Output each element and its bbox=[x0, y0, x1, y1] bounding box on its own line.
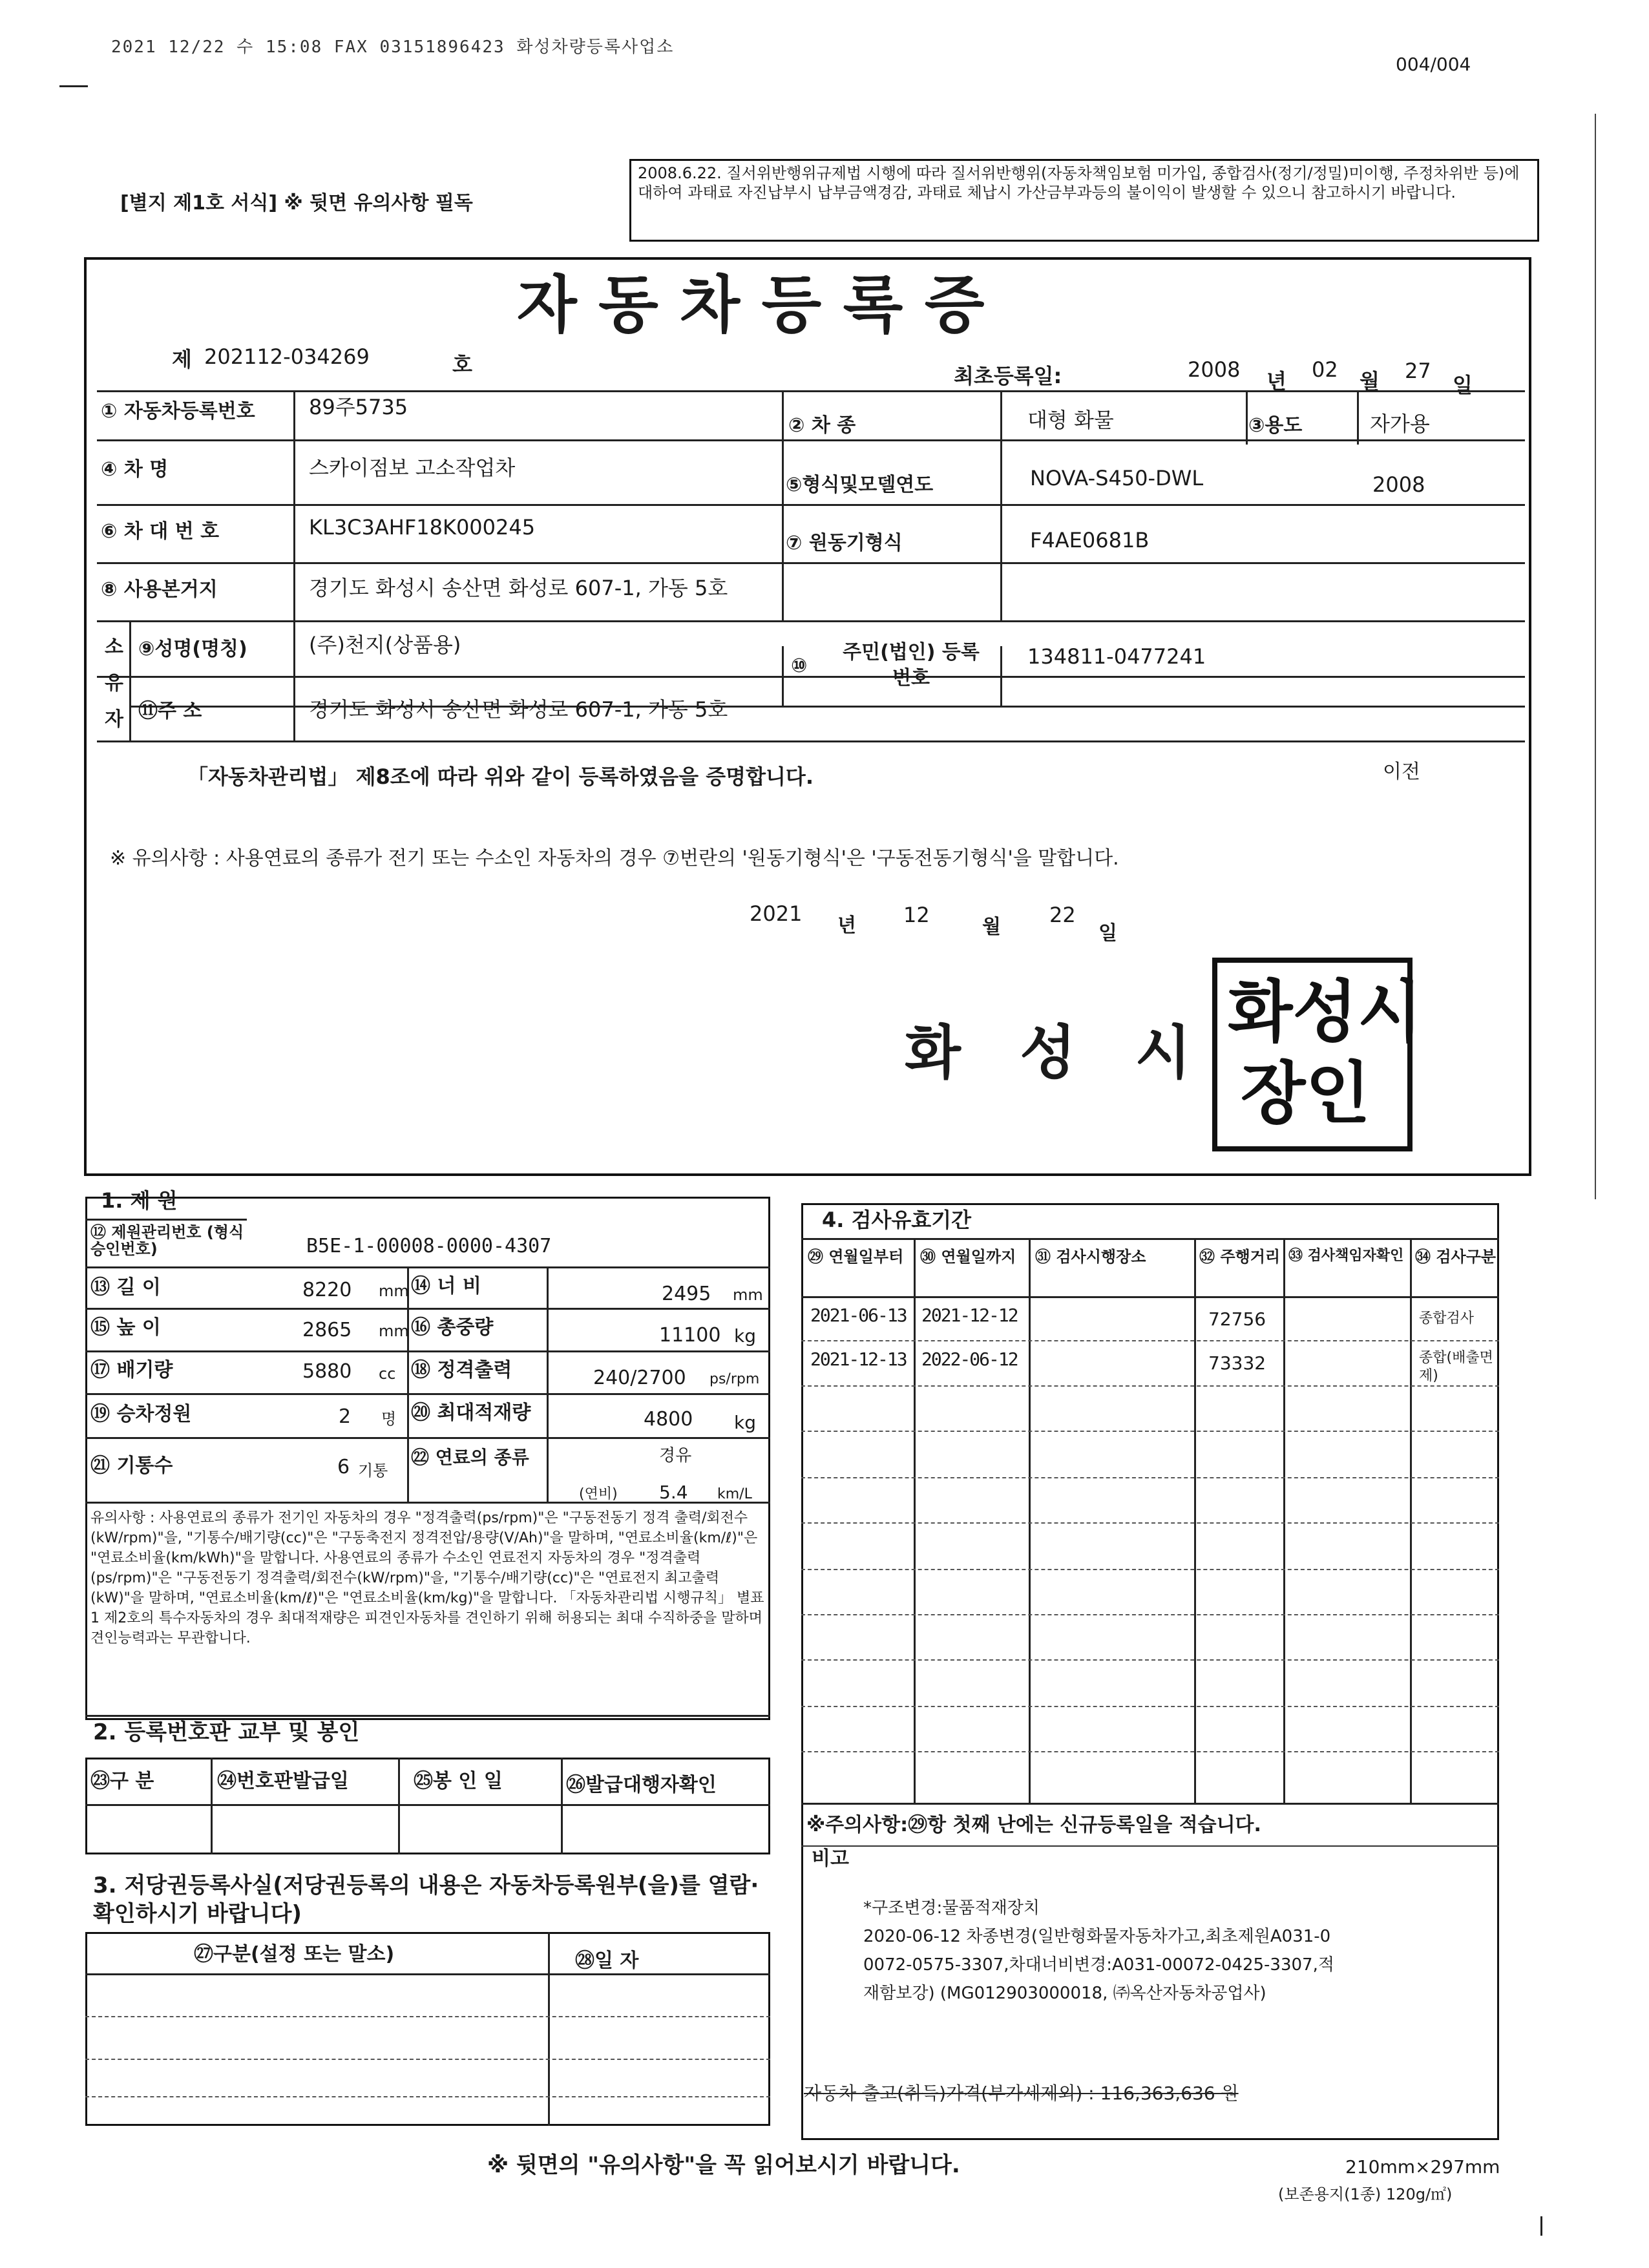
fuel-type-label: ㉒ 연료의 종류 bbox=[411, 1447, 529, 1468]
model-value: NOVA-S450-DWL bbox=[1030, 466, 1204, 490]
grid-line bbox=[1283, 1238, 1285, 1803]
issuer-name: 화 성 시 bbox=[905, 1018, 1211, 1087]
issue-m: 월 bbox=[982, 916, 1001, 938]
grid-line bbox=[801, 1477, 1499, 1478]
first-reg-label: 최초등록일: bbox=[954, 364, 1062, 388]
issue-day: 22 bbox=[1049, 903, 1076, 927]
length-unit: mm bbox=[379, 1282, 409, 1300]
grid-line bbox=[407, 1266, 409, 1502]
seal-text-top: 화성시 bbox=[1228, 972, 1423, 1051]
insp-row-kind: 종합(배출면제) bbox=[1419, 1350, 1493, 1384]
vin-value: KL3C3AHF18K000245 bbox=[309, 515, 536, 540]
vehicle-type-value: 대형 화물 bbox=[1027, 408, 1114, 432]
remarks-line: *구조변경:물품적재장치 bbox=[863, 1898, 1040, 1918]
plate-col-issue-date: ㉔번호판발급일 bbox=[217, 1770, 349, 1792]
margin-mark bbox=[59, 85, 88, 87]
grid-line bbox=[1194, 1238, 1196, 1803]
insp-row-to: 2021-12-12 bbox=[921, 1305, 1018, 1326]
rated-power-value: 240/2700 bbox=[593, 1367, 686, 1389]
remarks-line: 2020-06-12 차종변경(일반형화물자동차가고,최초제원A031-0 bbox=[863, 1927, 1331, 1946]
margin-mark bbox=[1540, 2216, 1542, 2236]
vehicle-name-value: 스카이점보 고소작업차 bbox=[309, 456, 516, 480]
issue-year: 2021 bbox=[750, 901, 803, 926]
seats-unit: 명 bbox=[381, 1410, 397, 1428]
weight-label: ⑯ 총중량 bbox=[411, 1316, 494, 1339]
plate-col-agent-check: ㉖발급대행자확인 bbox=[566, 1774, 717, 1796]
cert-suffix: 호 bbox=[452, 352, 472, 377]
grid-line bbox=[782, 646, 784, 706]
model-year-value: 2008 bbox=[1372, 472, 1425, 497]
margin-line bbox=[1595, 114, 1596, 1199]
grid-line bbox=[782, 390, 784, 620]
grid-line bbox=[561, 1758, 563, 1854]
vehicle-name-label: ④ 차 명 bbox=[101, 458, 169, 481]
efficiency-unit: km/L bbox=[717, 1486, 752, 1502]
issue-d: 일 bbox=[1098, 922, 1117, 945]
grid-line bbox=[1410, 1238, 1412, 1803]
grid-line bbox=[85, 2016, 770, 2017]
grid-line bbox=[129, 620, 131, 740]
owner-name-label: ⑨성명(명칭) bbox=[138, 638, 247, 660]
insp-row-distance: 73332 bbox=[1208, 1352, 1266, 1374]
first-reg-year: 2008 bbox=[1188, 357, 1241, 382]
cylinders-label: ㉑ 기통수 bbox=[90, 1454, 173, 1477]
grid-line bbox=[801, 1296, 1499, 1298]
engine-value: F4AE0681B bbox=[1030, 528, 1150, 552]
width-value: 2495 bbox=[662, 1283, 711, 1305]
efficiency-prefix: (연비) bbox=[579, 1486, 618, 1502]
grid-line bbox=[801, 1385, 1499, 1387]
length-label: ⑬ 길 이 bbox=[90, 1276, 161, 1299]
grid-line bbox=[801, 1706, 1499, 1707]
grid-line bbox=[97, 390, 1525, 392]
document-title: 자 동 차 등 록 증 bbox=[517, 268, 985, 341]
inspection-footnote: ※주의사항:㉙항 첫째 난에는 신규등록일을 적습니다. bbox=[806, 1814, 1261, 1836]
mgmt-no-label: ⑫ 제원관리번호 (형식승인번호) bbox=[90, 1223, 244, 1258]
grid-line bbox=[85, 1350, 770, 1352]
seats-label: ⑲ 승차정원 bbox=[90, 1403, 192, 1425]
remarks-line: 0072-0575-3307,차대너비변경:A031-00072-0425-3307,적 bbox=[863, 1955, 1334, 1975]
grid-line bbox=[801, 1751, 1499, 1752]
vehicle-use-label: ③용도 bbox=[1248, 414, 1303, 437]
base-location-label: ⑧ 사용본거지 bbox=[101, 578, 218, 601]
vehicle-type-label: ② 차 종 bbox=[788, 414, 856, 437]
plate-col-category: ㉓구 분 bbox=[90, 1770, 154, 1792]
grid-line bbox=[85, 1266, 770, 1268]
grid-line bbox=[1246, 390, 1248, 445]
mortgage-heading: 3. 저당권등록사실(저당권등록의 내용은 자동차등록원부(을)를 열람·확인하시기 바랍니다) bbox=[93, 1873, 759, 1927]
grid-line bbox=[97, 676, 1525, 678]
first-reg-month: 02 bbox=[1312, 357, 1338, 382]
insp-col-from: ㉙ 연월일부터 bbox=[808, 1248, 904, 1266]
width-label: ⑭ 너 비 bbox=[411, 1275, 481, 1297]
grid-line bbox=[97, 620, 1525, 622]
notice-box bbox=[629, 159, 1539, 242]
displacement-value: 5880 bbox=[302, 1360, 352, 1383]
grid-line bbox=[85, 1715, 770, 1717]
weight-value: 11100 bbox=[659, 1324, 721, 1347]
insp-col-inspector: ㉝ 검사책임자확인 bbox=[1288, 1248, 1404, 1264]
remarks-line: 재함보강) (MG012903000018, ㈜옥산자동차공업사) bbox=[863, 1984, 1266, 2003]
owner-side-label: 소 유 자 bbox=[105, 636, 123, 731]
engine-label: ⑦ 원동기형식 bbox=[786, 532, 903, 554]
grid-line bbox=[801, 1431, 1499, 1432]
grid-line bbox=[1000, 390, 1002, 620]
grid-line bbox=[801, 1803, 1499, 1805]
owner-name-value: (주)천지(상품용) bbox=[309, 633, 461, 657]
grid-line bbox=[398, 1758, 400, 1854]
mgmt-no-value: B5E-1-00008-0000-4307 bbox=[306, 1235, 552, 1257]
plate-col-seal-date: ㉕봉 인 일 bbox=[414, 1770, 503, 1792]
grid-line bbox=[85, 1973, 770, 1975]
transfer-mark: 이전 bbox=[1383, 761, 1420, 783]
grid-line bbox=[801, 1522, 1499, 1524]
acquisition-price: 자동차 출고(취득)가격(부가세제외) : 116,363,636 원 bbox=[804, 2083, 1239, 2104]
fax-page-number: 004/004 bbox=[1396, 54, 1471, 75]
grid-line bbox=[85, 2059, 770, 2060]
max-load-label: ⑳ 최대적재량 bbox=[411, 1402, 531, 1424]
grid-line bbox=[1029, 1238, 1031, 1803]
owner-address-value: 경기도 화성시 송산면 화성로 607-1, 가동 5호 bbox=[309, 697, 728, 722]
notice-text: 2008.6.22. 질서위반행위규제법 시행에 따라 질서위반행위(자동차책임보험 미가입, 종합검사(정기/정밀)미이행, 주정차위반 등)에 대하여 과태료 자진납부시 납부금액경감, 과태료 체납시 가산금부과등의 불이익이 발생할 수 있으니 참고하시기 바랍니다. bbox=[638, 164, 1520, 202]
weight-unit: kg bbox=[734, 1325, 756, 1347]
grid-line bbox=[85, 1219, 247, 1221]
vehicle-use-value: 자가용 bbox=[1370, 412, 1430, 436]
grid-line bbox=[801, 1845, 1499, 1847]
insp-row-distance: 72756 bbox=[1208, 1308, 1266, 1330]
grid-line bbox=[801, 1614, 1499, 1615]
grid-line bbox=[85, 1308, 770, 1310]
height-label: ⑮ 높 이 bbox=[90, 1316, 161, 1339]
grid-line bbox=[85, 1393, 770, 1395]
mortgage-col-date: ㉘일 자 bbox=[575, 1949, 639, 1972]
grid-line bbox=[211, 1758, 213, 1854]
seal-text-bottom: 장인 bbox=[1241, 1054, 1371, 1133]
cert-number: 202112-034269 bbox=[204, 344, 370, 369]
reg-no-value: 89주5735 bbox=[309, 395, 408, 419]
grid-line bbox=[1000, 646, 1002, 706]
cert-prefix: 제 bbox=[172, 347, 192, 372]
spec-note: 유의사항 : 사용연료의 종류가 전기인 자동차의 경우 "정격출력(ps/rpm)"은 "구동전동기 정격 출력/회전수(kW/rpm)"을, "기통수/배기량(cc)"은 "구동축전지 정격전압/용량(V/Ah)"을 말하며, "연료소비율(km/ℓ)"은 "연료소비율(km/kWh)"을 말합니다. 사용연료의 종류가 수소인 연료전지 자동차의 경우 "정격출력(ps/rpm)"은 "구동전동기 정격출력/회전수(kW/rpm)"을, "기통수/배기량(cc)"은 "연료전지 최고출력(kW)"을 말하며, "연료소비율(km/ℓ)"은 "연료소비율(km/kg)"을 말합니다. 「자동차관리법 시행규칙」 별표 1 제2호의 특수자동차의 경우 최대적재량은 피견인자동차를 견인하기 위해 허용되는 최대 수직하중을 말하며 견인능력과는 무관합니다. bbox=[90, 1510, 764, 1646]
grid-line bbox=[85, 1437, 770, 1439]
paper-size: 210mm×297mm bbox=[1345, 2156, 1500, 2178]
spec-heading: 1. 제 원 bbox=[101, 1188, 178, 1213]
owner-id-circle: ⑩ bbox=[791, 655, 808, 677]
base-location-value: 경기도 화성시 송산면 화성로 607-1, 가동 5호 bbox=[309, 576, 728, 600]
plate-heading: 2. 등록번호판 교부 및 봉인 bbox=[93, 1719, 360, 1745]
height-unit: mm bbox=[379, 1322, 409, 1340]
rated-power-label: ⑱ 정격출력 bbox=[411, 1359, 512, 1381]
insp-row-from: 2021-06-13 bbox=[810, 1305, 907, 1326]
insp-row-kind: 종합검사 bbox=[1419, 1310, 1475, 1327]
form-label: [별지 제1호 서식] ※ 뒷면 유의사항 필독 bbox=[120, 192, 473, 215]
issue-y: 년 bbox=[837, 914, 856, 937]
max-load-value: 4800 bbox=[644, 1408, 693, 1431]
seats-value: 2 bbox=[339, 1405, 352, 1428]
insp-col-place: ㉛ 검사시행장소 bbox=[1035, 1248, 1146, 1266]
model-label: ⑤형식및모델연도 bbox=[786, 474, 934, 496]
owner-id-label: 주민(법인) 등록번호 bbox=[843, 641, 980, 689]
grid-line bbox=[547, 1266, 549, 1502]
height-value: 2865 bbox=[302, 1319, 352, 1341]
mortgage-col-type: ㉗구분(설정 또는 말소) bbox=[194, 1943, 395, 1966]
caution-statement: ※ 유의사항 : 사용연료의 종류가 전기 또는 수소인 자동차의 경우 ⑦번란의 '원동기형식'은 '구동전동기형식'을 말합니다. bbox=[110, 847, 1119, 870]
width-unit: mm bbox=[733, 1286, 763, 1304]
cylinders-unit: 기통 bbox=[358, 1462, 388, 1480]
owner-address-label: ⑪주 소 bbox=[138, 700, 202, 722]
fax-header: 2021 12/22 수 15:08 FAX 03151896423 화성차량등록사업소 bbox=[111, 37, 675, 57]
grid-line bbox=[85, 1804, 770, 1806]
insp-row-from: 2021-12-13 bbox=[810, 1349, 907, 1370]
first-reg-day: 27 bbox=[1405, 359, 1431, 383]
grid-line bbox=[97, 439, 1525, 441]
grid-line bbox=[801, 1340, 1499, 1341]
grid-line bbox=[97, 562, 1525, 564]
insp-col-distance: ㉜ 주행거리 bbox=[1199, 1248, 1281, 1266]
grid-line bbox=[97, 504, 1525, 506]
grid-line bbox=[914, 1238, 916, 1803]
cylinders-value: 6 bbox=[337, 1456, 350, 1478]
rated-power-unit: ps/rpm bbox=[709, 1371, 760, 1387]
insp-col-kind: ㉞ 검사구분 bbox=[1415, 1248, 1497, 1266]
efficiency-value: 5.4 bbox=[659, 1482, 688, 1503]
grid-line bbox=[1357, 390, 1359, 445]
grid-line bbox=[293, 390, 295, 740]
reg-no-label: ① 자동차등록번호 bbox=[101, 400, 255, 423]
max-load-unit: kg bbox=[734, 1412, 756, 1433]
remarks-label: 비고 bbox=[812, 1847, 849, 1870]
footer-notice: ※ 뒷면의 "유의사항"을 꼭 읽어보시기 바랍니다. bbox=[487, 2152, 960, 2178]
vin-label: ⑥ 차 대 번 호 bbox=[101, 520, 220, 543]
grid-line bbox=[85, 2096, 770, 2097]
grid-line bbox=[801, 1238, 1499, 1240]
displacement-label: ⑰ 배기량 bbox=[90, 1359, 173, 1381]
length-value: 8220 bbox=[302, 1279, 352, 1301]
owner-id-value: 134811-0477241 bbox=[1027, 644, 1206, 669]
grid-line bbox=[97, 740, 1525, 742]
inspection-heading: 4. 검사유효기간 bbox=[822, 1208, 972, 1232]
grid-line bbox=[801, 1659, 1499, 1661]
first-reg-y: 년 bbox=[1266, 369, 1287, 394]
first-reg-d: 일 bbox=[1453, 373, 1473, 397]
certify-statement: 「자동차관리법」 제8조에 따라 위와 같이 등록하였음을 증명합니다. bbox=[187, 764, 814, 789]
first-reg-m: 월 bbox=[1360, 369, 1380, 394]
official-seal bbox=[1212, 958, 1423, 1151]
displacement-unit: cc bbox=[379, 1365, 396, 1383]
fuel-type-value: 경유 bbox=[659, 1446, 692, 1465]
insp-row-to: 2022-06-12 bbox=[921, 1349, 1018, 1370]
issue-month: 12 bbox=[903, 903, 930, 927]
insp-col-to: ㉚ 연월일까지 bbox=[920, 1248, 1016, 1266]
paper-type: (보존용지(1종) 120g/㎡) bbox=[1278, 2185, 1453, 2203]
grid-line bbox=[801, 1569, 1499, 1570]
